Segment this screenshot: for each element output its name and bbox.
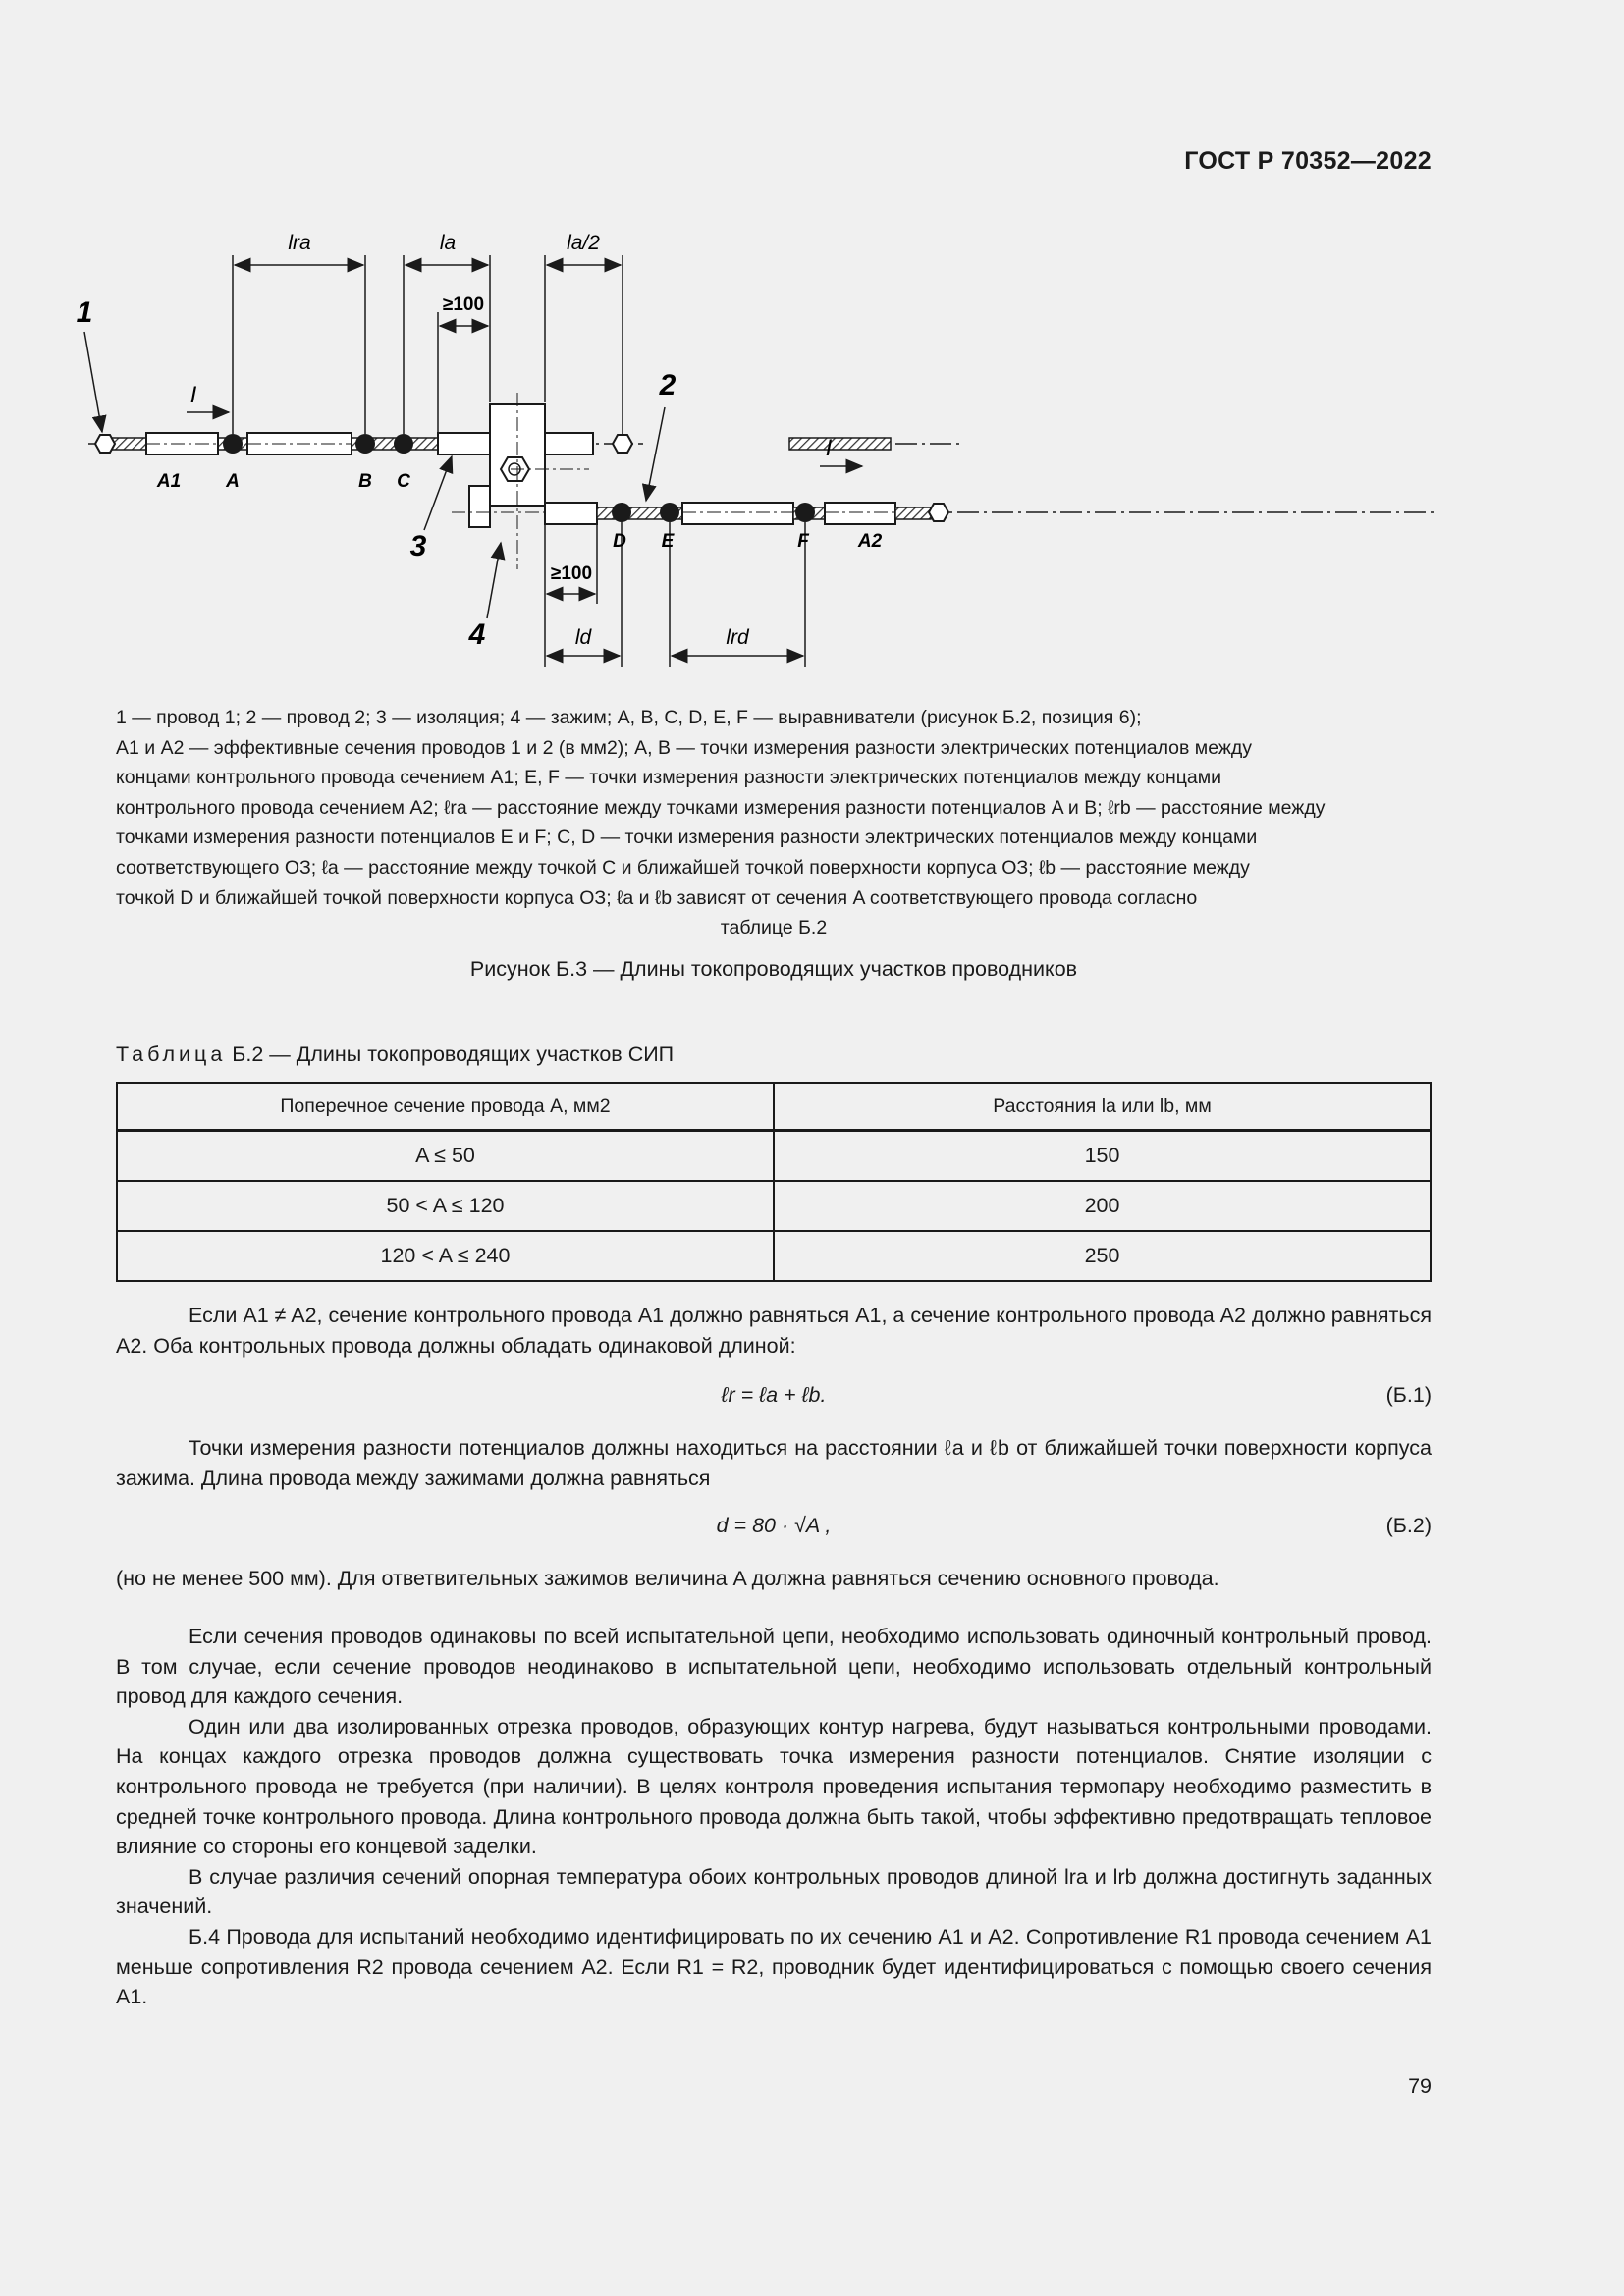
- callout-1: 1: [76, 296, 93, 329]
- callout-3: 3: [409, 530, 427, 562]
- table-cell-distance: 200: [774, 1181, 1431, 1231]
- legend-line: 1 — провод 1; 2 — провод 2; 3 — изоляция; 4 — зажим; A, B, C, D, E, F — выравниватели (рисунок Б.2, позиция 6);: [116, 707, 1142, 728]
- formula-b2: [116, 1511, 1432, 1550]
- insulation-near-clamp: [438, 433, 490, 454]
- figure-legend: [116, 703, 1432, 943]
- label-point-a: A: [226, 471, 240, 492]
- legend-line: соответствующего ОЗ; ℓa — расстояние между точкой C и ближайшей точкой поверхности корпуса ОЗ; ℓb — расстояние между: [116, 856, 1250, 879]
- table-title-prefix: Таблица: [116, 1042, 227, 1066]
- formula-b2-text: d = 80 · √A ,: [716, 1514, 832, 1538]
- legend-line: концами контрольного провода сечением A1; E, F — точки измерения разности электрических потенциалов между концами: [116, 767, 1222, 789]
- label-point-a1: A1: [156, 471, 182, 492]
- table-header-row: [117, 1083, 1431, 1131]
- equalizer-c: [394, 434, 413, 454]
- table-cell-distance: 250: [774, 1231, 1431, 1281]
- callout-4: 4: [468, 618, 486, 651]
- figure-caption: Рисунок Б.3 — Длины токопроводящих участков проводников: [469, 957, 1078, 981]
- formula-b1: [116, 1380, 1432, 1419]
- insulation-ef: [682, 503, 793, 524]
- label-la: la: [439, 232, 457, 254]
- table-title: [116, 1042, 674, 1067]
- label-current-1: I: [189, 382, 197, 408]
- conductor-diagram: [76, 216, 1473, 667]
- label-ld: ld: [574, 626, 592, 649]
- table-cell-section: 50 < A ≤ 120: [117, 1181, 774, 1231]
- wire-2-bare-segment: [895, 507, 931, 519]
- table-cell-section: 120 < A ≤ 240: [117, 1231, 774, 1281]
- callout-2: 2: [659, 369, 677, 401]
- label-point-d: D: [613, 531, 626, 552]
- legend-line: таблице Б.2: [720, 917, 828, 939]
- equalizer-f: [795, 503, 815, 522]
- equalizer-b: [355, 434, 375, 454]
- table-row: [117, 1231, 1431, 1281]
- label-min-100-top: ≥100: [442, 294, 485, 315]
- formula-b2-number: (Б.2): [1385, 1514, 1432, 1538]
- label-point-f: F: [797, 531, 809, 552]
- document-header: ГОСТ Р 70352—2022: [1184, 147, 1432, 175]
- paragraph: Если сечения проводов одинаковы по всей испытательной цепи, необходимо использовать одиночный контрольный провод. В том случае, если сечение проводов неодинаково в испытательной цепи, необходимо использовать отдельный контрольный провод для каждого сечения.: [116, 1624, 1432, 1709]
- paragraph: Если A1 ≠ A2, сечение контрольного провода A1 должно равняться A1, а сечение контрольного провода A2 должно равняться A2. Оба контрольных провода должны обладать одинаковой длиной:: [116, 1304, 1432, 1358]
- paragraph: Один или два изолированных отрезка проводов, образующих контур нагрева, будут называться контрольными проводами. На концах каждого отрезка проводов должна существовать точка измерения разности потенциалов. Снятие изоляции с контрольного провода не требуется (при наличии). В целях контроля проведения испытания термопару необходимо разместить в средней точке контрольного провода. Длина контрольного провода должна быть такой, чтобы эффективно предотвращать тепловое влияние со стороны его концевой заделки.: [116, 1714, 1432, 1859]
- table-title-text: Б.2 — Длины токопроводящих участков СИП: [232, 1042, 675, 1066]
- paragraph: (но не менее 500 мм). Для ответвительных зажимов величина A должна равняться сечению основного провода.: [116, 1567, 1219, 1591]
- table-cell-distance: 150: [774, 1131, 1431, 1182]
- label-point-a2: A2: [857, 531, 883, 552]
- body-text: [116, 1301, 1432, 2012]
- wire-1-end-cap: [95, 435, 115, 453]
- table-row: [117, 1181, 1431, 1231]
- insulation-past-clamp: [545, 433, 593, 454]
- sections-table: [116, 1082, 1432, 1282]
- label-point-e: E: [661, 531, 675, 552]
- legend-line: точкой D и ближайшей точкой поверхности корпуса ОЗ; ℓa и ℓb зависят от сечения A соответствующего провода согласно: [116, 886, 1198, 909]
- table-row: [117, 1131, 1431, 1182]
- table-header-distance: Расстояния la или lb, мм: [774, 1083, 1431, 1131]
- paragraph: Точки измерения разности потенциалов должны находиться на расстоянии ℓa и ℓb от ближайшей точки поверхности корпуса зажима. Длина провода между зажимами должна равняться: [116, 1436, 1432, 1490]
- paragraph: В случае различия сечений опорная температура обоих контрольных проводов длиной lra и lrb должна достигнуть заданных значений.: [116, 1864, 1432, 1919]
- label-point-b: B: [358, 471, 372, 492]
- clamp-foot: [469, 486, 490, 527]
- wire-1-end-cap-right: [613, 435, 632, 453]
- legend-line: контрольного провода сечением A2; ℓra — расстояние между точками измерения разности потенциалов A и B; ℓrb — расстояние между: [116, 796, 1326, 819]
- table-cell-section: A ≤ 50: [117, 1131, 774, 1182]
- formula-b1-number: (Б.1): [1385, 1383, 1432, 1408]
- equalizer-d: [612, 503, 631, 522]
- label-lra: lra: [288, 232, 311, 254]
- equalizer-e: [660, 503, 679, 522]
- legend-line: A1 и A2 — эффективные сечения проводов 1 и 2 (в мм2); A, B — точки измерения разности электрических потенциалов между: [116, 736, 1253, 759]
- legend-line: точками измерения разности потенциалов E и F; C, D — точки измерения разности электрических потенциалов между концами: [116, 827, 1258, 849]
- page-number: 79: [1408, 2074, 1432, 2098]
- label-current-2: I: [825, 435, 833, 461]
- paragraph: Б.4 Провода для испытаний необходимо идентифицировать по их сечению A1 и A2. Сопротивление R1 провода сечением A1 меньше сопротивления R2 провода сечением A2. Если R1 = R2, проводник будет идентифицироваться с помощью своего сечения A1.: [116, 1924, 1432, 2009]
- wire-1-bare-segment: [789, 438, 891, 450]
- table-header-section: Поперечное сечение провода A, мм2: [117, 1083, 774, 1131]
- label-point-c: C: [397, 471, 410, 492]
- figure-b3-diagram: [76, 216, 1473, 667]
- formula-b1-text: ℓr = ℓa + ℓb.: [721, 1383, 827, 1408]
- label-min-100-bottom: ≥100: [550, 563, 593, 584]
- wire-2-end-cap: [929, 504, 948, 521]
- equalizer-a: [223, 434, 243, 454]
- label-la-half: la/2: [567, 232, 600, 254]
- insulation-a2: [825, 503, 895, 524]
- label-lrd: lrd: [726, 626, 749, 649]
- insulation-wire-2-near-clamp: [545, 503, 597, 524]
